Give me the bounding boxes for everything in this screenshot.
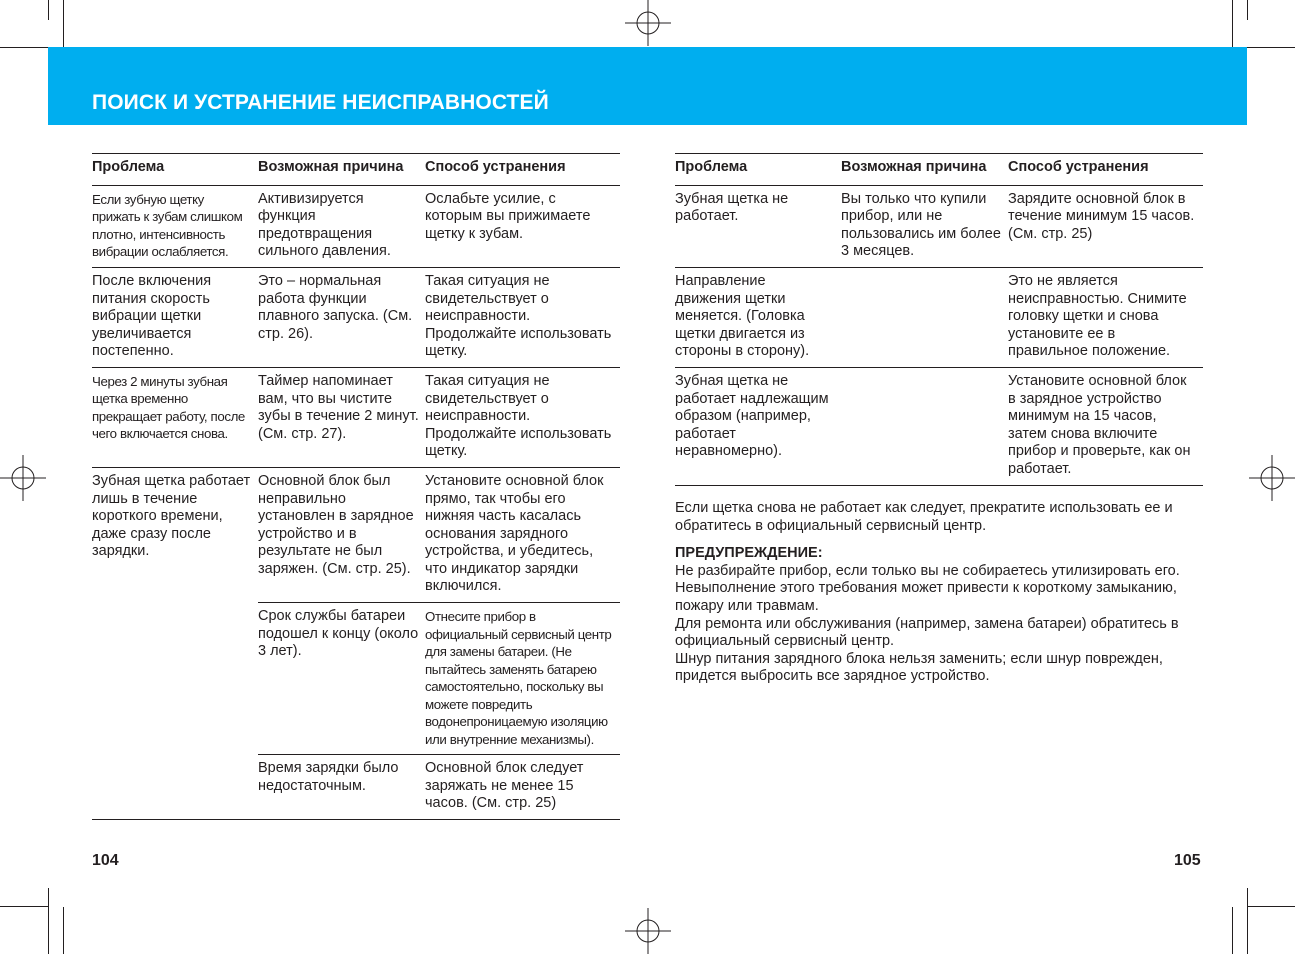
column-header-cause: Возможная причина [258, 154, 425, 186]
registration-mark-icon [625, 0, 671, 46]
remedy-cell: Установите основной блок прямо, так чтобы его нижняя часть касалась основания зарядного устройства, и убедитесь, что индикатор зарядки включился. [425, 467, 620, 602]
table-row [675, 367, 1203, 485]
warning-line: Не разбирайте прибор, если только вы не собираетесь утилизировать его. [675, 562, 1180, 579]
table-row [675, 185, 1203, 267]
column-header-remedy: Способ устранения [1008, 154, 1203, 186]
cause-cell [841, 267, 1008, 367]
troubleshooting-table-right [675, 153, 1203, 486]
cause-cell: Срок службы батареи подошел к концу (около 3 лет). [258, 603, 425, 755]
cause-cell: Активизируется функция предотвращения сильного давления. [258, 185, 425, 267]
column-header-remedy: Способ устранения [425, 154, 620, 186]
crop-mark [63, 0, 64, 47]
warning-line: Для ремонта или обслуживания (например, замена батареи) обратитесь в официальный сервисный центр. [675, 615, 1179, 650]
registration-mark-icon [0, 455, 46, 501]
remedy-cell: Установите основной блок в зарядное устройство минимум на 15 часов, затем снова включите прибор и проверьте, как он работает. [1008, 367, 1203, 485]
problem-cell: Если зубную щетку прижать к зубам слишком плотно, интенсивность вибрации ослабляется. [92, 185, 258, 267]
crop-mark [1232, 0, 1233, 47]
problem-cell [92, 755, 258, 820]
table-row [92, 185, 620, 267]
service-note: Если щетка снова не работает как следует, прекратите использовать ее и обратитесь в официальный сервисный центр. [675, 500, 1173, 534]
title-banner [48, 47, 1247, 125]
cause-cell: Это – нормальная работа функции плавного запуска. (См. стр. 26). [258, 267, 425, 367]
table-row [675, 267, 1203, 367]
problem-cell: Направление движения щетки меняется. (Головка щетки двигается из стороны в сторону). [675, 267, 841, 367]
problem-cell: Зубная щетка не работает. [675, 185, 841, 267]
table-row [92, 755, 620, 820]
problem-cell: Через 2 минуты зубная щетка временно прекращает работу, после чего включается снова. [92, 367, 258, 467]
cause-cell: Время зарядки было недостаточным. [258, 755, 425, 820]
crop-mark [48, 888, 49, 954]
warning-line: Невыполнение этого требования может привести к короткому замыканию, пожару или травмам. [675, 580, 1177, 614]
problem-cell: Зубная щетка не работает надлежащим образом (например, работает неравномерно). [675, 367, 841, 485]
table-header-row [675, 154, 1203, 186]
problem-cell [92, 603, 258, 755]
table-row [92, 267, 620, 367]
remedy-cell: Отнесите прибор в официальный сервисный центр для замены батареи. (Не пытайтесь заменять батарею самостоятельно, поскольку вы можете повредить водонепроницаемую изоляцию или внутренние механизмы). [425, 603, 620, 755]
column-header-problem: Проблема [675, 154, 841, 186]
crop-mark [1247, 906, 1295, 907]
crop-mark [1247, 0, 1248, 20]
cause-cell: Вы только что купили прибор, или не пользовались им более 3 месяцев. [841, 185, 1008, 267]
crop-mark [1247, 47, 1295, 48]
notes-section [675, 500, 1215, 686]
crop-mark [0, 906, 48, 907]
registration-mark-icon [1249, 455, 1295, 501]
cause-cell: Основной блок был неправильно установлен в зарядное устройство и в результате не был заряжен. (См. стр. 25). [258, 467, 425, 602]
crop-mark [0, 47, 48, 48]
remedy-cell: Основной блок следует заряжать не менее 15 часов. (См. стр. 25) [425, 755, 620, 820]
crop-mark [1247, 888, 1248, 954]
warning-line: Шнур питания зарядного блока нельзя заменить; если шнур поврежден, придется выбросить все зарядное устройство. [675, 650, 1163, 685]
page-number-left: 104 [92, 852, 119, 869]
cause-cell: Таймер напоминает вам, что вы чистите зубы в течение 2 минут. (См. стр. 27). [258, 367, 425, 467]
table-row [92, 467, 620, 602]
table-row [92, 603, 620, 755]
remedy-cell: Ослабьте усилие, с которым вы прижимаете щетку к зубам. [425, 185, 620, 267]
remedy-cell: Зарядите основной блок в течение минимум 15 часов. (См. стр. 25) [1008, 185, 1203, 267]
remedy-cell: Это не является неисправностью. Снимите головку щетки и снова установите ее в правильное положение. [1008, 267, 1203, 367]
crop-mark [1232, 907, 1233, 954]
remedy-cell: Такая ситуация не свидетельствует о неисправности. Продолжайте использовать щетку. [425, 367, 620, 467]
remedy-cell: Такая ситуация не свидетельствует о неисправности. Продолжайте использовать щетку. [425, 267, 620, 367]
cause-cell [841, 367, 1008, 485]
page-number-right: 105 [1174, 852, 1201, 869]
crop-mark [63, 907, 64, 954]
column-header-problem: Проблема [92, 154, 258, 186]
table-row [92, 367, 620, 467]
page-title: ПОИСК И УСТРАНЕНИЕ НЕИСПРАВНОСТЕЙ [92, 91, 549, 114]
crop-mark [48, 0, 49, 20]
registration-mark-icon [625, 908, 671, 954]
table-header-row [92, 154, 620, 186]
problem-cell: После включения питания скорость вибрации щетки увеличивается постепенно. [92, 267, 258, 367]
problem-cell: Зубная щетка работает лишь в течение короткого времени, даже сразу после зарядки. [92, 472, 251, 560]
troubleshooting-table-left [92, 153, 620, 820]
column-header-cause: Возможная причина [841, 154, 1008, 186]
warning-title: ПРЕДУПРЕЖДЕНИЕ: [675, 545, 823, 562]
